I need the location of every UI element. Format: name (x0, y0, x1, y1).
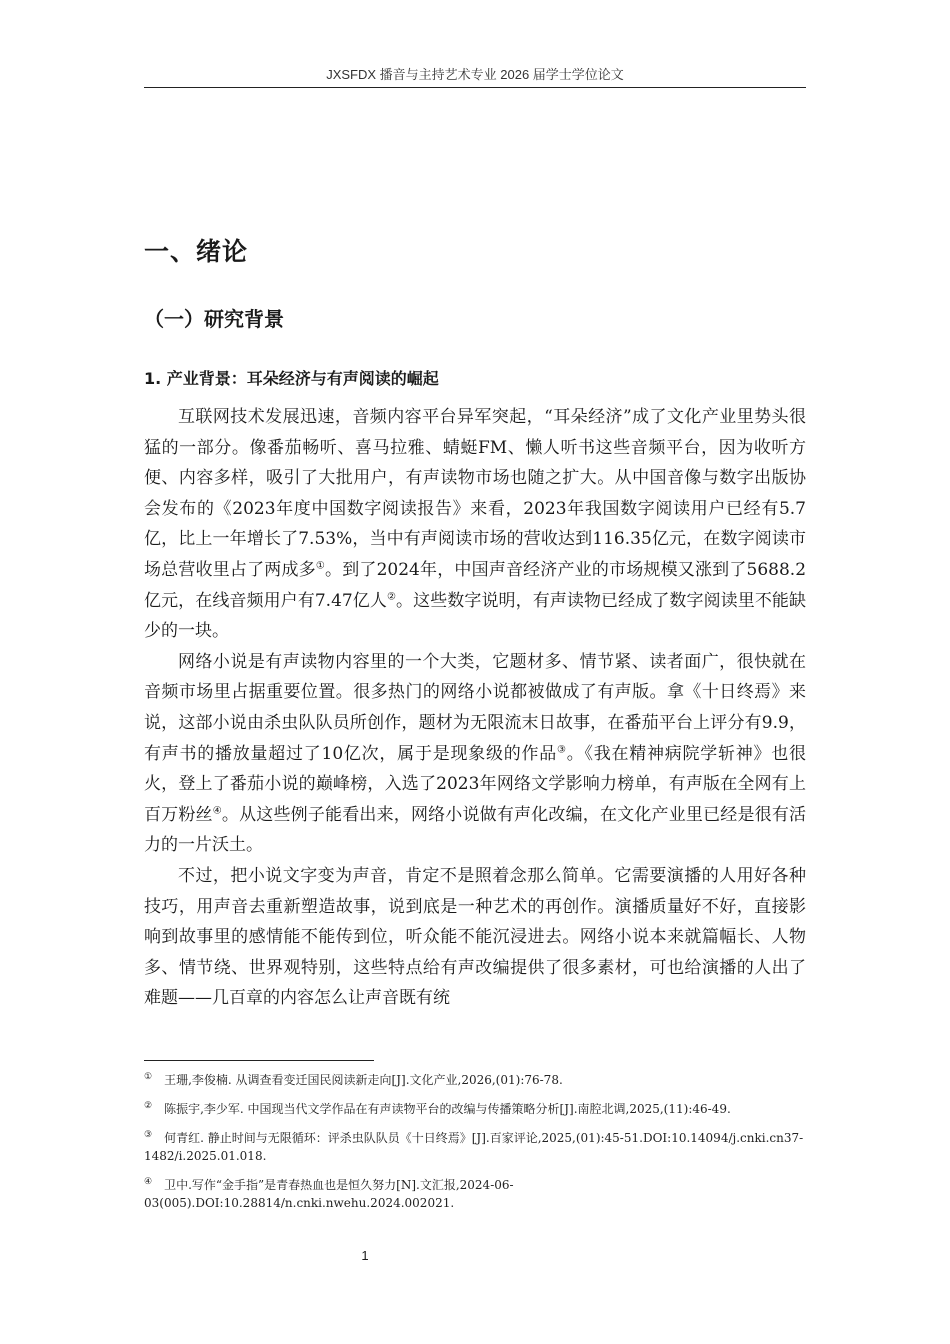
footnote-ref[interactable]: ② (386, 590, 397, 602)
body-text (144, 402, 806, 1014)
footnote-text: 陈振宇,李少军. 中国现当代文学作品在有声读物平台的改编与传播策略分析[J].南腔北调,2025,(11):46-49. (164, 1102, 731, 1116)
footnote-ref[interactable]: ③ (556, 743, 567, 755)
footnote-text: 王珊,李俊楠. 从调查看变迁国民阅读新走向[J].文化产业,2026,(01):76-78. (164, 1073, 563, 1087)
footnote-item (144, 1173, 806, 1212)
footnote-mark: ④ (144, 1177, 153, 1187)
paragraph: 互联网技术发展迅速，音频内容平台异军突起，“耳朵经济”成了文化产业里势头很猛的一部分。像番茄畅听、喜马拉雅、蜻蜓FM、懒人听书这些音频平台，因为收听方便、内容多样，吸引了大批用户，有声读物市场也随之扩大。从中国音像与数字出版协会发布的《2023年度中国数字阅读报告》来看，2023年我国数字阅读用户已经有5.7亿，比上一年增长了7.53%，当中有声阅读市场的营收达到116.35亿元，在数字阅读市场总营收里占了两成多①。到了2024年，中国声音经济产业的市场规模又涨到了5688.2亿元，在线音频用户有7.47亿人②。这些数字说明，有声读物已经成了数字阅读里不能缺少的一块。 (144, 407, 807, 642)
page-number: 1 (361, 1248, 369, 1263)
running-header: JXSFDX 播音与主持艺术专业 2026 届学士学位论文 (326, 67, 624, 82)
footnote-ref[interactable]: ① (315, 560, 326, 572)
footnote-text: 卫中.写作“金手指”是青春热血也是恒久努力[N].文汇报,2024-06-03(005).DOI:10.28814/n.cnki.nwehu.2024.002021. (144, 1178, 514, 1210)
paragraph: 不过，把小说文字变为声音，肯定不是照着念那么简单。它需要演播的人用好各种技巧，用声音去重新塑造故事，说到底是一种艺术的再创作。演播质量好不好，直接影响到故事里的感情能不能传到位，听众能不能沉浸进去。网络小说本来就篇幅长、人物多、情节绕、世界观特别，这些特点给有声改编提供了很多素材，可也给演播的人出了难题——几百章的内容怎么让声音既有统 (144, 865, 806, 1009)
footnote-ref[interactable]: ④ (212, 805, 222, 817)
subsection-heading: 1. 产业背景：耳朵经济与有声阅读的崛起 (144, 369, 439, 388)
footnote-mark: ① (144, 1072, 153, 1082)
footnote-item (144, 1097, 806, 1118)
footnote-divider (144, 1060, 374, 1061)
footnote-item (144, 1068, 806, 1089)
footnote-mark: ③ (144, 1130, 153, 1140)
footnotes (144, 1068, 806, 1220)
chapter-heading: 一、绪论 (144, 237, 249, 266)
footnote-text: 何青红. 静止时间与无限循环：评杀虫队队员《十日终焉》[J].百家评论,2025,(01):45-51.DOI:10.14094/j.cnki.cn37-1482/i.2025.01.018. (144, 1131, 804, 1163)
footnote-item (144, 1126, 806, 1165)
footnote-mark: ② (144, 1101, 153, 1111)
paragraph: 网络小说是有声读物内容里的一个大类，它题材多、情节紧、读者面广，很快就在音频市场里占据重要位置。很多热门的网络小说都被做成了有声版。拿《十日终焉》来说，这部小说由杀虫队队员所创作，题材为无限流末日故事，在番茄平台上评分有9.9，有声书的播放量超过了10亿次，属于是现象级的作品③。《我在精神病院学斩神》也很火，登上了番茄小说的巅峰榜，入选了2023年网络文学影响力榜单，有声版在全网有上百万粉丝④。从这些例子能看出来，网络小说做有声化改编，在文化产业里已经是很有活力的一片沃土。 (144, 651, 807, 856)
section-heading: （一）研究背景 (144, 307, 284, 331)
header-divider (144, 87, 806, 88)
